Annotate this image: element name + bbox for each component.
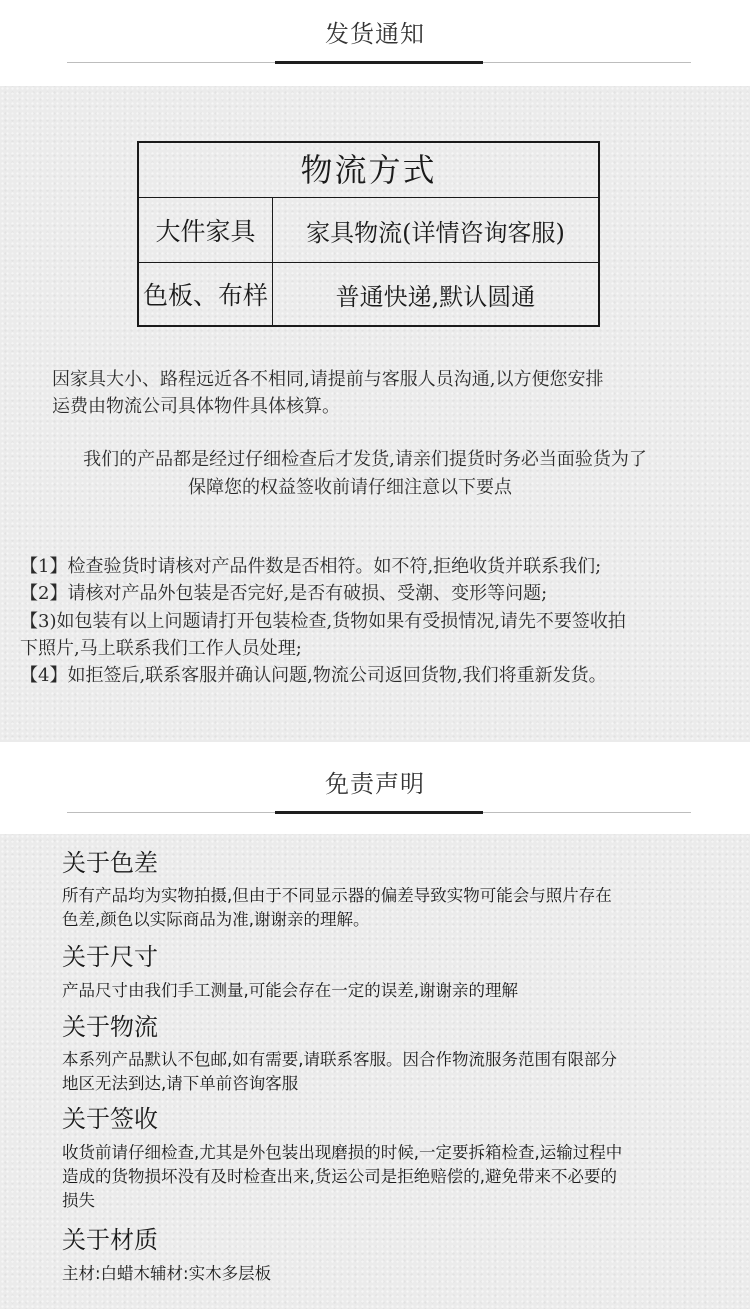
inspection-note-line: 保障您的权益签收前请仔细注意以下要点 [188,477,512,498]
title-underline [275,811,483,814]
text-line: 地区无法到达,请下单前咨询客服 [62,1074,299,1093]
disclaimer-item-text [62,884,707,932]
disclaimer-item-text [62,1048,707,1096]
text-line: 收货前请仔细检查,尤其是外包装出现磨损的时候,一定要拆箱检查,运输过程中 [62,1143,623,1162]
freight-note-line: 运费由物流公司具体物件具体核算。 [52,396,340,417]
disclaimer-item-text [62,1262,707,1286]
table-row [139,263,598,325]
disclaimer-item-title: 关于材质 [62,1226,158,1254]
disclaimer-item-title: 关于色差 [62,849,158,877]
disclaimer-panel [0,834,750,1309]
inspection-note-line: 我们的产品都是经过仔细检查后才发货,请亲们提货时务必当面验货为了 [83,449,647,470]
disclaimer-item-title: 关于物流 [62,1013,158,1041]
shipping-notice-panel [0,86,750,742]
logistics-table [137,141,600,327]
text-line: 所有产品均为实物拍摄,但由于不同显示器的偏差导致实物可能会与照片存在 [62,886,612,905]
disclaimer-item-text [62,1141,707,1213]
shipping-method-cell: 普通快递,默认圆通 [335,282,536,311]
shipping-method-cell: 家具物流(详情咨询客服) [306,218,565,247]
inspection-point: 【2】请核对产品外包装是否完好,是否有破损、受潮、变形等问题; [20,583,548,604]
disclaimer-item-title: 关于尺寸 [62,943,158,971]
table-row [139,198,598,263]
shipping-notice-header [0,0,750,86]
section-title: 发货通知 [325,20,425,48]
section-title: 免责声明 [325,770,425,798]
text-line: 损失 [62,1191,95,1210]
disclaimer-header [0,742,750,834]
disclaimer-item-title: 关于签收 [62,1105,158,1133]
text-line: 本系列产品默认不包邮,如有需要,请联系客服。因合作物流服务范围有限部分 [62,1050,617,1069]
inspection-point: 【1】检查验货时请核对产品件数是否相符。如不符,拒绝收货并联系我们; [20,556,602,577]
inspection-point: 【3)如包装有以上问题请打开包装检查,货物如果有受损情况,请先不要签收拍 [20,611,626,632]
item-type-cell: 大件家具 [139,198,273,262]
inspection-point: 【4】如拒签后,联系客服并确认问题,物流公司返回货物,我们将重新发货。 [20,665,607,686]
item-type-cell: 色板、布样 [139,263,273,325]
text-line: 造成的货物损坏没有及时检查出来,货运公司是拒绝赔偿的,避免带来不必要的 [62,1167,617,1186]
disclaimer-item-text [62,979,707,1003]
freight-note-line: 因家具大小、路程远近各不相同,请提前与客服人员沟通,以方便您安排 [52,369,604,390]
text-line: 主材:白蜡木辅材:实木多层板 [62,1264,272,1283]
text-line: 色差,颜色以实际商品为准,谢谢亲的理解。 [62,910,370,929]
inspection-point: 下照片,马上联系我们工作人员处理; [20,638,302,659]
table-title: 物流方式 [139,143,598,198]
text-line: 产品尺寸由我们手工测量,可能会存在一定的误差,谢谢亲的理解 [62,981,518,1000]
title-underline [275,61,483,64]
